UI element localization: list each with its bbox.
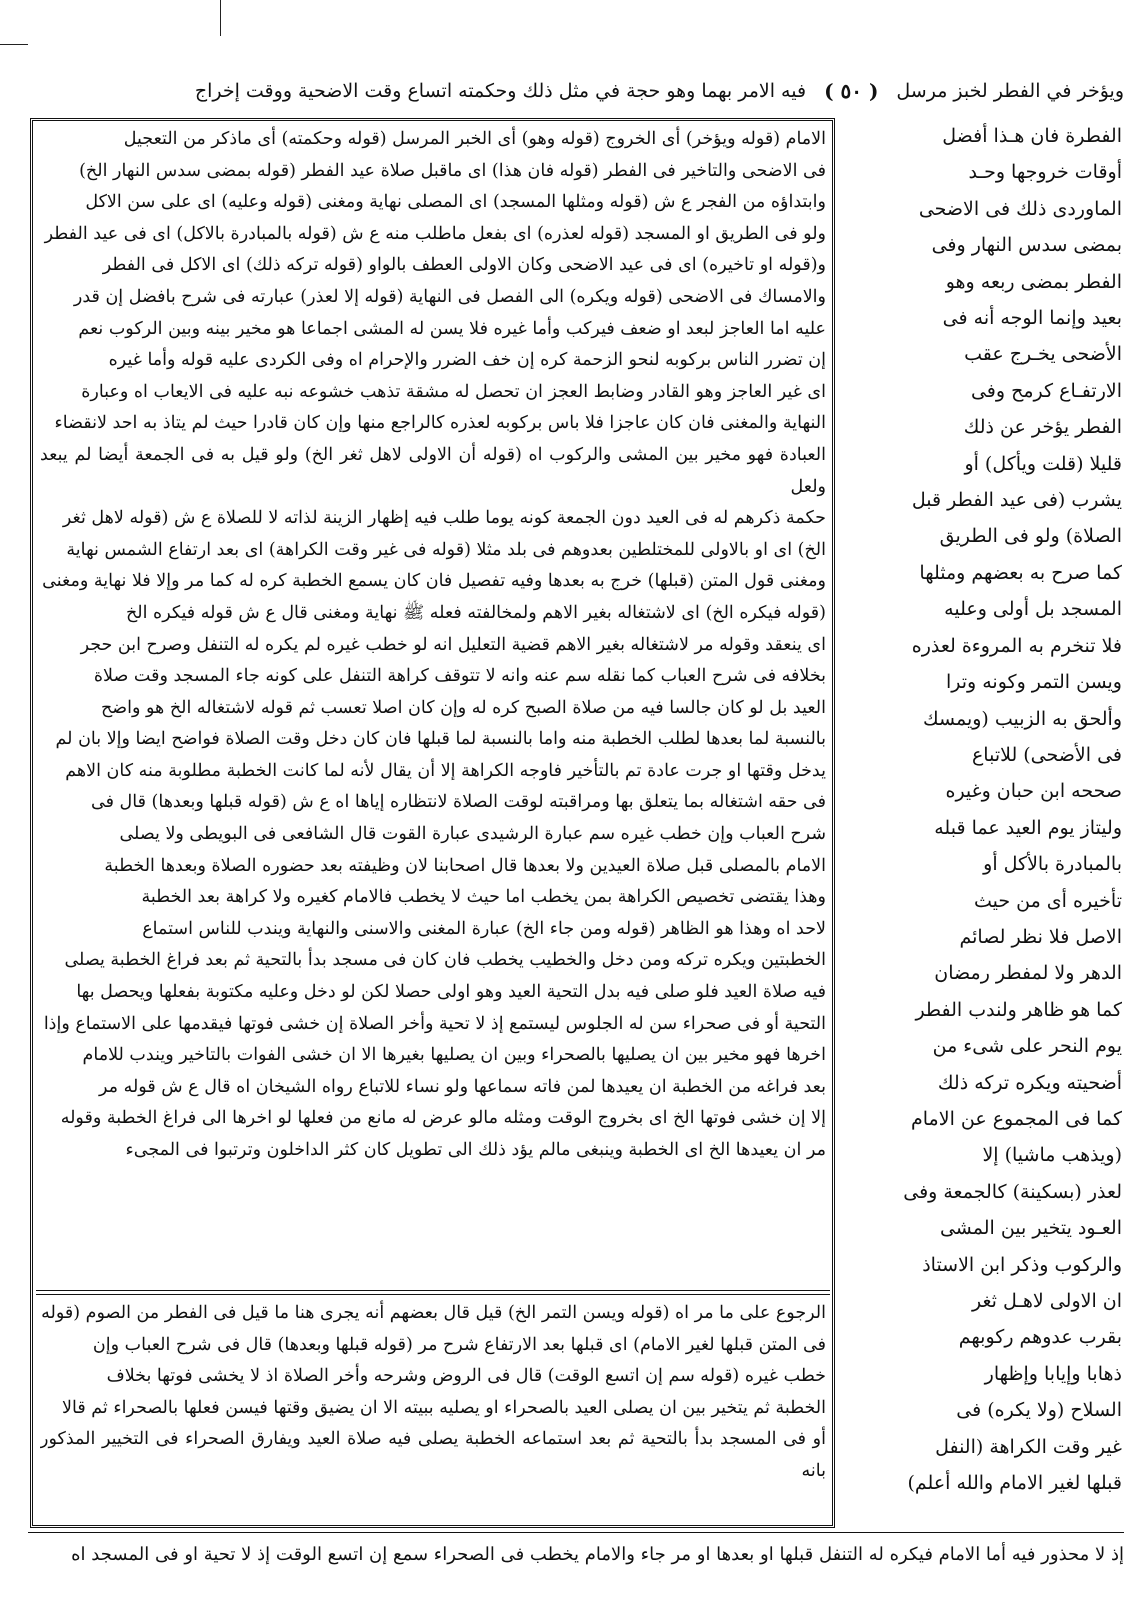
main-text-line: كما هو ظاهر ولندب الفطر xyxy=(915,998,1122,1021)
main-text-line: يوم النحر على شىء من xyxy=(932,1035,1122,1058)
commentary-line: أو فى المسجد بدأ بالتحية ثم بعد استماعه الخطبة يصلى فيه صلاة العيد ويفارق الصحراء فى التخيير المذكور بانه xyxy=(40,1429,826,1481)
main-text-line: غير وقت الكراهة (النفل xyxy=(935,1435,1122,1458)
main-text-line: الارتفـاع كرمح وفى xyxy=(970,379,1122,402)
commentary-line: يدخل وقتها او جرت عادة تم بالتأخير فاوجه الكراهة إلا أن يقال لأنه لما كانت الخطبة مطلوبة منه كان الاهم xyxy=(65,760,826,781)
commentary-line: بالنسبة لما بعدها لطلب الخطبة منه واما بالنسبة لما قبلها فان كان دخل وقت الصلاة فواضح ايضا وإلا بان لم xyxy=(55,729,826,750)
commentary-line: إن تضرر الناس بركوبه لنحو الزحمة كره إن خف الضرر والإحرام اه وفى الكردى عليه قوله وأما غيره xyxy=(108,350,826,371)
commentary-line: فى حقه اشتغاله بما يتعلق بها ومراقبته لوقت الصلاة لانتظاره إياها اه ع ش (قوله قبلها وبعدها) قال فى xyxy=(91,792,826,813)
main-text-line: يشرب (فى عيد الفطر قبل xyxy=(911,489,1122,512)
section-divider xyxy=(36,1290,830,1295)
crop-mark-top xyxy=(220,0,221,36)
commentary-line: الرجوع على ما مر اه (قوله ويسن التمر الخ) قيل قال بعضهم أنه يجرى هنا ما قيل فى الفطر من الصوم (قوله xyxy=(41,1303,826,1323)
commentary-line: التحية أو فى صحراء سن له الجلوس ليستمع إذ لا تحية وأخر الصلاة إن خشى فوتها فيقدمها على الاستماع وإذا xyxy=(43,1013,826,1034)
commentary-line: ولو فى الطريق او المسجد (قوله لعذره) اى بفعل ماطلب منه ع ش (قوله بالمبادرة بالاكل) اى فى عيد الفطر xyxy=(44,223,826,244)
upper-commentary xyxy=(40,124,826,1284)
main-text-line: بعيد وإنما الوجه أنه فى xyxy=(942,307,1122,330)
commentary-line: بعد فراغه من الخطبة ان يعيدها لمن فاته سماعها ولو نساء للاتباع رواه الشيخان اه قال ع ش قوله مر xyxy=(98,1076,826,1097)
main-text-line: أضحيته ويكره تركه ذلك xyxy=(937,1071,1122,1094)
main-text-line: كما صرح به بعضهم ومثلها xyxy=(919,561,1122,584)
main-text-line: الصلاة) ولو فى الطريق xyxy=(939,525,1122,548)
main-text-line: بالمبادرة بالأكل أو xyxy=(983,853,1122,876)
commentary-line: اخرها فهو مخير بين ان يصليها بالصحراء وبين ان يصليها بغيرها الا ان خشى الفوات بالتاخير ويندب للامام xyxy=(82,1045,826,1066)
commentary-line: فيه صلاة العيد فلو صلى فيه بدل التحية العيد وهو اولى حصلا لكن لو دخل وعليه مكتوبة بفعلها ويحصل بها xyxy=(76,982,826,1003)
commentary-line: العبادة فهو مخير بين المشى والركوب اه (قوله أن الاولى لاهل ثغر الخ) ولو قيل به فى الجمعة أيضا لم يبعد ولعل xyxy=(40,444,826,497)
commentary-line: لاحد اه وهذا هو الظاهر (قوله ومن جاء الخ) عبارة المغنى والاسنى والنهاية ويندب للناس استماع xyxy=(142,918,826,939)
commentary-line: شرح العباب وإن خطب غيره سم عبارة الرشيدى عبارة القوت قال الشافعى فى البويطى ولا يصلى xyxy=(119,824,826,845)
commentary-line: خطب غيره (قوله سم إن اتسع الوقت) قال فى الروض وشرحه وأخر الصلاة اذ لا يخشى فوتها بخلاف xyxy=(106,1366,826,1387)
commentary-line: إلا إن خشى فوتها الخ اى بخروج الوقت ومثله مالو عرض له مانع من فعلها لو اخرها الى فراغ الخطبة وقوله xyxy=(60,1108,826,1129)
commentary-line: العيد بل لو كان جالسا فيه من صلاة الصبح كره له وإن كان اصلا تعسب ثم قوله لاشتغاله الخ هو واضح xyxy=(100,697,826,718)
commentary-line: والامساك فى الاضحى (قوله ويكره) الى الفصل فى النهاية (قوله إلا لعذر) عبارته فى شرح بافضل إن قدر xyxy=(73,286,826,307)
commentary-line: بخلافه فى شرح العباب كما نقله سم عنه وانه لا تتوقف كراهة التنفل على كونه جاء المسجد وقت صلاة xyxy=(93,666,826,687)
main-text-line: الماوردى ذلك فى الاضحى xyxy=(918,197,1122,220)
commentary-line: و(قوله او تاخيره) اى فى عيد الاضحى وكان الاولى العطف بالواو (قوله تركه ذلك) اى الاكل فى الفطر xyxy=(102,255,826,276)
main-text-line: الفطر يؤخر عن ذلك xyxy=(963,416,1122,439)
main-text-line: تأخيره أى من حيث xyxy=(973,889,1122,912)
main-text-line: والركوب وذكر ابن الاستاذ xyxy=(922,1253,1122,1276)
main-text-line: فى الأضحى) للاتباع xyxy=(971,743,1122,766)
header-left-text: فيه الامر بهما وهو حجة في مثل ذلك وحكمته اتساع وقت الاضحية ووقت إخراج xyxy=(194,80,807,102)
main-text-line: ويسن التمر وكونه وترا xyxy=(945,671,1122,694)
commentary-line: فى المتن قبلها لغير الامام) اى قبلها بعد الارتفاع شرح مر (قوله قبلها وبعدها) قال فى شرح العباب وإن xyxy=(92,1334,826,1355)
main-text-line: وألحق به الزبيب (ويمسك xyxy=(923,707,1122,730)
main-text-line: أوقات خروجها وحـد xyxy=(968,161,1122,184)
main-text-line: ذهابا وإيابا وإظهار xyxy=(984,1362,1122,1385)
commentary-line: النهاية والمغنى فان كان عاجزا فلا باس بركوبه لعذره كالراجع منها وإن كان قادرا حيث لم يتاذ به احد لانقضاء xyxy=(54,413,826,434)
commentary-line: الخطبة ثم يتخير بين ان يصلى العيد بالصحراء او يصليه ببيته الا ان يضيق وقتها فيسن فعلها بالصحراء ثم قالا xyxy=(62,1397,826,1418)
lower-commentary xyxy=(40,1298,826,1520)
commentary-line: وهذا يقتضى تخصيص الكراهة بمن يخطب اما حيث لا يخطب فالامام كغيره ولا كراهة بعد الخطبة xyxy=(141,887,826,908)
main-text-line: وليتاز يوم العيد عما قبله xyxy=(934,816,1122,839)
header-right-text: ويؤخر في الفطر لخبز مرسل xyxy=(896,80,1124,102)
main-text-line: الفطر بمضى ربعه وهو xyxy=(945,270,1122,293)
main-text-line: (ويذهب ماشيا) إلا xyxy=(982,1144,1122,1167)
commentary-line: الخطبتين ويكره تركه ومن دخل والخطيب يخطب فان كان فى مسجد بدأ بالتحية ثم بعد فراغ الخطبة يصلى xyxy=(64,950,826,971)
commentary-line: (قوله فيكره الخ) اى لاشتغاله بغير الاهم ولمخالفته فعله ﷺ نهاية ومغنى قال ع ش قوله فيكره الخ xyxy=(125,602,826,623)
main-text-line: المسجد بل أولى وعليه xyxy=(944,598,1122,621)
main-text-line: الدهر ولا لمفطر رمضان xyxy=(934,962,1122,985)
main-text-line: العـود يتخير بين المشى xyxy=(939,1217,1122,1240)
main-text-column xyxy=(850,118,1122,1528)
page-number: ( ٥٠ ) xyxy=(824,79,879,103)
main-text-line: كما فى المجموع عن الامام xyxy=(911,1107,1122,1130)
footer-continuation: إذ لا محذور فيه أما الامام فيكره له التنفل قبلها او بعدها او مر جاء والامام يخطب فى الصحراء سمع إن اتسع الوقت إذ لا تحية او فى المسجد اه xyxy=(28,1532,1124,1577)
main-text-line: قبلها لغير الامام والله أعلم) xyxy=(907,1472,1122,1495)
main-text-line: بقرب عدوهم ركوبهم xyxy=(958,1326,1122,1349)
commentary-line: الخ) اى او بالاولى للمختلطين بعدوهم فى بلد مثلا (قوله فى غير وقت الكراهة) اى بعد ارتفاع الشمس نهاية xyxy=(66,539,826,560)
commentary-line: الامام بالمصلى قبل صلاة العيدين ولا بعدها قال اصحابنا لان وظيفته بعد حضوره الصلاة وبعدها الخطبة xyxy=(104,855,826,876)
main-text-line: الفطرة فان هـذا أفضل xyxy=(942,125,1122,147)
commentary-line: اى ينعقد وقوله مر لاشتغاله بغير الاهم قضية التعليل انه لو خطب غيره لم يكره له التنفل وصرح ابن حجر xyxy=(80,634,826,655)
running-header xyxy=(28,68,1124,114)
commentary-line: مر ان يعيدها الخ اى الخطبة وينبغى مالم يؤد ذلك الى تطويل كان كثر الداخلون وترتبوا فى المجىء xyxy=(125,1140,826,1160)
main-text-line: ان الاولى لاهـل ثغر xyxy=(971,1290,1122,1312)
main-text-line: السلاح (ولا يكره) فى xyxy=(956,1399,1122,1422)
main-text-line: لعذر (بسكينة) كالجمعة وفى xyxy=(903,1180,1122,1203)
main-text-line: الأضحى يخـرج عقب xyxy=(964,343,1122,366)
commentary-line: حكمة ذكرهم له فى العيد دون الجمعة كونه يوما طلب فيه إظهار الزينة لذاته لا للصلاة ع ش (قوله لاهل ثغر xyxy=(62,508,826,529)
main-text-line: بمضى سدس النهار وفى xyxy=(931,234,1122,257)
commentary-line: الامام (قوله ويؤخر) أى الخروج (قوله وهو) أى الخبر المرسل (قوله وحكمته) أى ماذكر من التعجيل xyxy=(123,129,826,149)
commentary-line: اى غير العاجز وهو القادر وضابط العجز ان تحصل له مشقة تذهب خشوعه نبه عليه فى الايعاب اه وعبارة xyxy=(81,381,826,402)
commentary-line: فى الاضحى والتاخير فى الفطر (قوله فان هذا) اى ماقبل صلاة عيد الفطر (قوله بمضى سدس النهار الخ) xyxy=(79,160,826,181)
commentary-line: عليه اما العاجز لبعد او ضعف فيركب وأما غيره فلا يسن له المشى اجماعا هو مخير بينه وبين الركوب نعم xyxy=(78,318,826,339)
crop-mark-left xyxy=(0,44,28,45)
main-text-line: الاصل فلا نظر لصائم xyxy=(959,925,1122,948)
commentary-line: ومغنى قول المتن (قبلها) خرج به بعدها وفيه تفصيل فان كان يسمع الخطبة كره له كما مر وإلا فلا نهاية ومغنى xyxy=(42,571,826,592)
main-text-line: قليلا (قلت ويأكل) أو xyxy=(964,452,1122,475)
main-text-line: فلا تنخرم به المروءة لعذره xyxy=(911,634,1122,657)
main-text-line: صححه ابن حبان وغيره xyxy=(945,780,1122,803)
commentary-line: وابتداؤه من الفجر ع ش (قوله ومثلها المسجد) اى المصلى نهاية ومغنى (قوله وعليه) اى على سن الاكل xyxy=(85,192,826,213)
